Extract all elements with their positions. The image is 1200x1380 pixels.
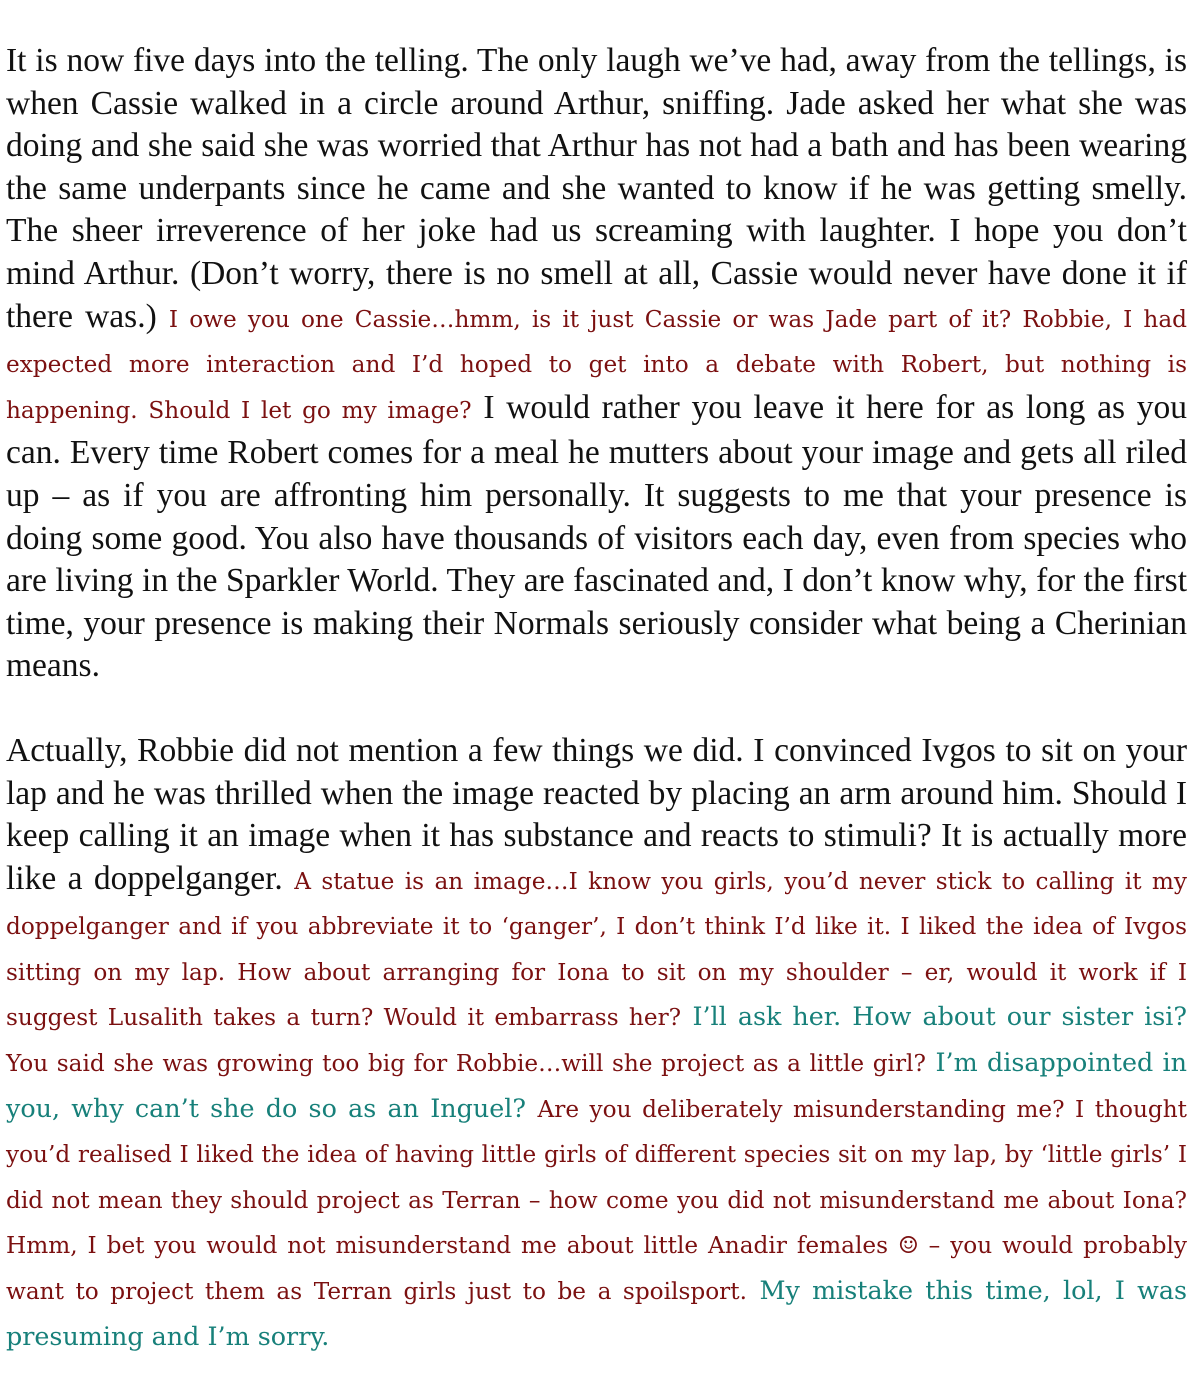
red-comment-text: I owe you one Cassie…hmm, is it just Cassie or was Jade part of it? Robbie, I had expected more interaction and I’d hoped to get into a debate with Robert, but nothing is happening. Should I let go my image?	[6, 305, 1187, 424]
narration-text: It is now five days into the telling. The only laugh we’ve had, away from the tellings, is when Cassie walked in a circle around Arthur, sniffing. Jade asked her what she was doing and she said she was worried that Arthur has not had a bath and has been wearing the same underpants since he came and she wanted to know if he was getting smelly. The sheer irreverence of her joke had us screaming with laughter. I hope you don’t mind Arthur. (Don’t worry, there is no smell at all, Cassie would never have done it if there was.)	[6, 42, 1187, 335]
teal-reply-text: I’m disappointed in you, why can’t she do so as an Inguel?	[6, 1047, 1187, 1123]
paragraph-2	[6, 730, 1187, 1357]
paragraph-1	[6, 40, 1187, 688]
red-comment-text: A statue is an image…I know you girls, you’d never stick to calling it my doppelganger and if you abbreviate it to ‘ganger’, I don’t think I’d like it. I liked the idea of Ivgos sitting on my lap. How about arranging for Iona to sit on my shoulder – er, would it work if I suggest Lusalith takes a turn? Would it embarrass her?	[6, 867, 1188, 1032]
red-comment-text: You said she was growing too big for Robbie…will she project as a little girl?	[6, 1050, 926, 1078]
document-page	[6, 40, 1187, 1357]
teal-reply-text: I’ll ask her. How about our sister isi?	[692, 1001, 1187, 1032]
teal-reply-text: My mistake this time, lol, I was presuming and I’m sorry.	[6, 1275, 1188, 1351]
narration-text: Actually, Robbie did not mention a few things we did. I convinced Ivgos to sit on your lap and he was thrilled when the image reacted by placing an arm around him. Should I keep calling it an image when it has substance and reacts to stimuli? It is actually more like a doppelganger.	[6, 731, 1187, 897]
narration-text: I would rather you leave it here for as long as you can. Every time Robert comes for a meal he mutters about your image and gets all riled up – as if you are affronting him personally. It suggests to me that your presence is doing some good. You also have thousands of visitors each day, even from species who are living in the Sparkler World. They are fascinated and, I don’t know why, for the first time, your presence is making their Normals seriously consider what being a Cherinian means.	[6, 388, 1188, 685]
red-comment-text: Are you deliberately misunderstanding me? I thought you’d realised I liked the idea of having little girls of different species sit on my lap, by ‘little girls’ I did not mean they should project as Terran – how come you did not misunderstand me about Iona? Hmm, I bet you would not misunderstand me about little Anadir females ☺ – you would probably want to project them as Terran girls just to be a spoilsport.	[6, 1095, 1187, 1306]
